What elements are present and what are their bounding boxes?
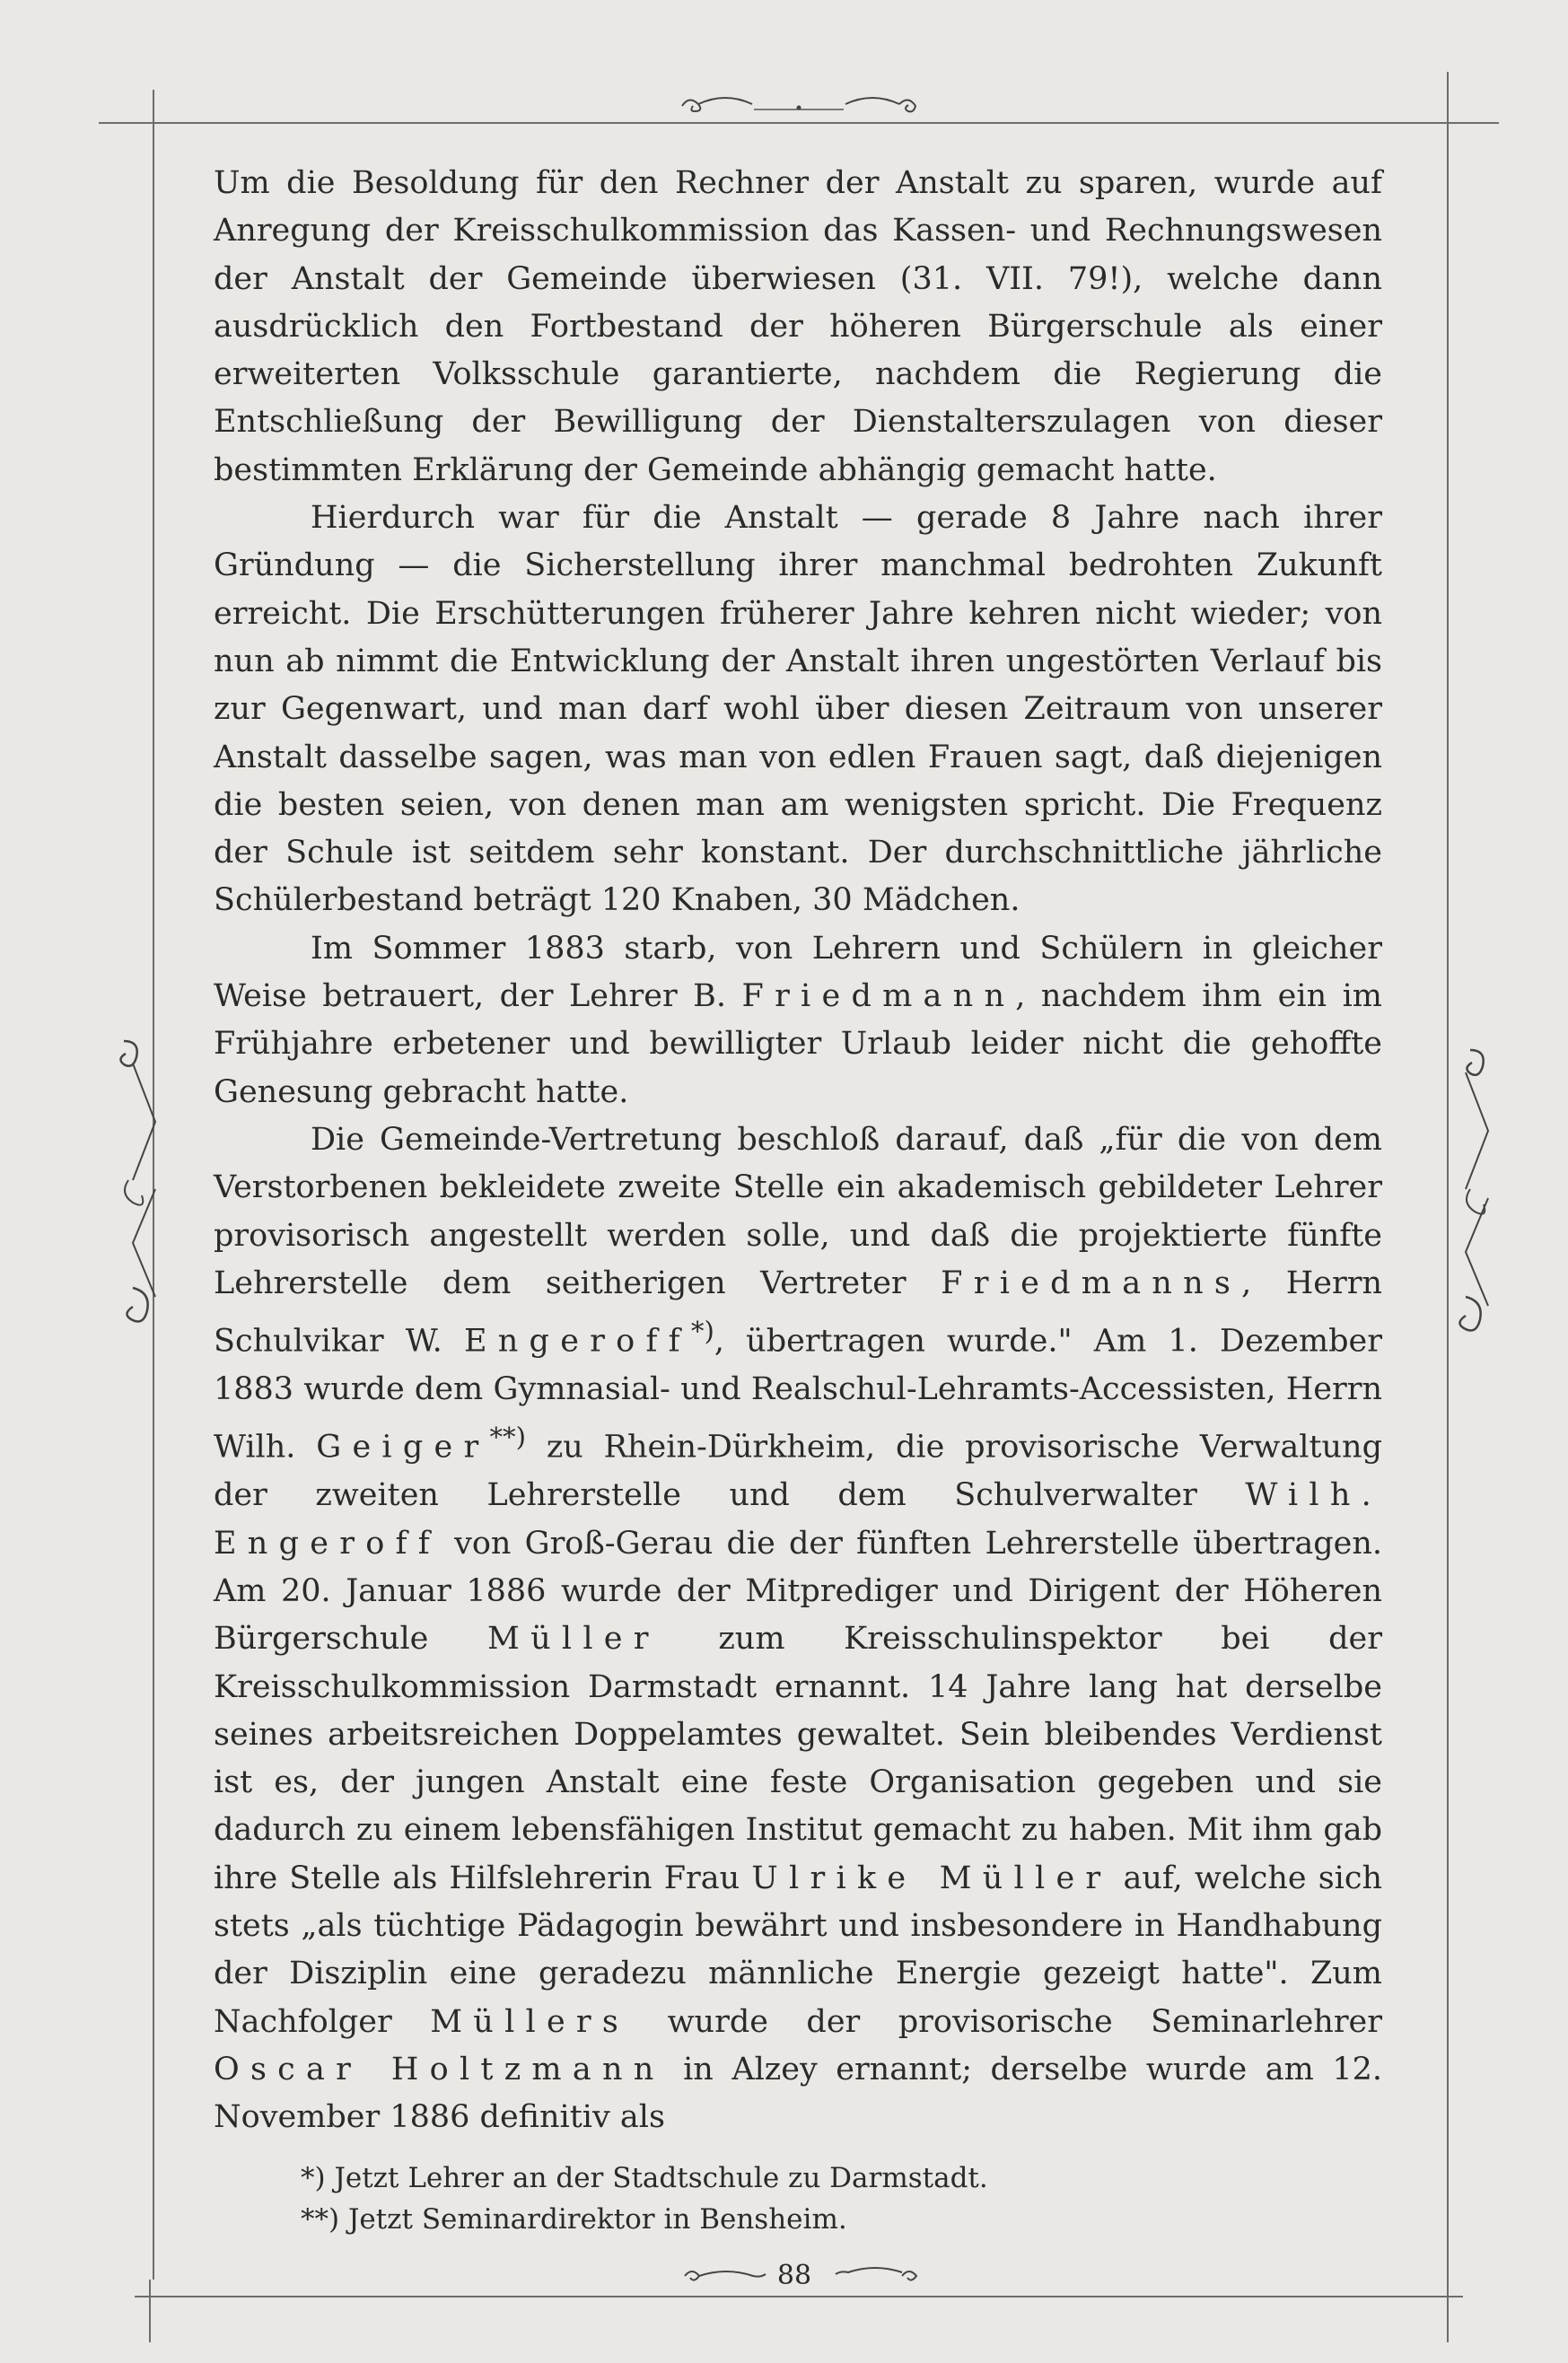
text-run: von Groß-Gerau die der fünften Lehrerstelle übertragen. Am 20. Januar 1886 wurde der Mitprediger und Dirigent der Höheren Bürgerschule (214, 1525, 1382, 1658)
footnote: **) Jetzt Seminardirektor in Bensheim. (301, 2203, 847, 2236)
left-scroll-ornament-icon (106, 1037, 169, 1333)
footnote-mark: **) (489, 1422, 526, 1453)
spaced-name: Wilh. (1245, 1477, 1382, 1514)
text-run: zu Rhein-Dürkheim, die provisorische Verwaltung der zweiten Lehrerstelle und dem Schulverwalter (214, 1430, 1382, 1514)
spaced-name: Geiger (316, 1430, 490, 1466)
bottom-right-scroll-ornament-icon (831, 2263, 921, 2289)
text-run: in Alzey ernannt; derselbe wurde am 12. November 1886 definitiv als (214, 2051, 1382, 2136)
spaced-name: Müller (487, 1621, 660, 1658)
footnote-mark: *) (690, 1316, 714, 1347)
top-scroll-ornament-icon (678, 86, 920, 122)
footnotes (301, 2157, 1288, 2240)
text-run: Im Sommer 1883 starb, von Lehrern und Schülern in gleicher Weise betrauert, der Lehrer B. (214, 930, 1382, 1015)
text-run: , übertragen wurde." Am 1. Dezember 1883 wurde dem Gymnasial- und Realschul-Lehramts-Accessisten, Herrn Wilh. (214, 1323, 1382, 1466)
spaced-name: Oscar Holtzmann (214, 2051, 665, 2087)
bottom-border-rule (135, 2296, 1463, 2297)
right-border-rule-lower (1447, 2280, 1449, 2342)
paragraph: Hierdurch war für die Anstalt — gerade 8 Jahre nach ihrer Gründung — die Sicherstellung ihrer manchmal bedrohten Zukunft erreicht. Die Erschütterungen früherer Jahre kehren nicht wieder; von nun ab nimmt die Entwicklung der Anstalt ihren ungestörten Verlauf bis zur Gegenwart, und man darf wohl über diesen Zeitraum von unserer Anstalt dasselbe sagen, was man von edlen Frauen sagt, daß diejenigen die besten seien, von denen man am wenigsten spricht. Die Frequenz der Schule ist seitdem sehr konstant. Der durchschnittliche jährliche Schülerbestand beträgt 120 Knaben, 30 Mädchen. (214, 500, 1382, 919)
spaced-name: Ulrike Müller (751, 1860, 1112, 1896)
text-run: , Herrn Schulvikar W. (214, 1265, 1382, 1360)
spaced-name: Friedmanns (941, 1265, 1242, 1301)
body-text (214, 160, 1382, 2141)
paragraph: Um die Besoldung für den Rechner der Anstalt zu sparen, wurde auf Anregung der Kreisschulkommission das Kassen- und Rechnungswesen der Anstalt der Gemeinde überwiesen (31. VII. 79!), welche dann ausdrücklich den Fortbestand der höheren Bürgerschule als einer erweiterten Volksschule garantierte, nachdem die Regierung die Entschließung der Bewilligung der Dienstalterszulagen von dieser bestimmten Erklärung der Gemeinde abhängig gemacht hatte. (214, 165, 1382, 488)
top-border-rule (99, 122, 1499, 124)
bottom-left-scroll-ornament-icon (680, 2263, 770, 2289)
text-run: wurde der provisorische Seminarlehrer (629, 2003, 1382, 2040)
spaced-name: Müllers (430, 2003, 630, 2040)
spaced-name: Engeroff (214, 1525, 441, 1562)
spaced-name: Friedmann (741, 978, 1016, 1015)
paragraph (214, 925, 1382, 1116)
text-run: auf, welche sich stets „als tüchtige Pädagogin bewährt und insbesondere in Handhabung der Disziplin eine geradezu männliche Energie gezeigt hatte". Zum Nachfolger (214, 1860, 1383, 2040)
paragraph (214, 1116, 1382, 2142)
page-number: 88 (776, 2260, 812, 2291)
text-run: Die Gemeinde-Vertretung beschloß darauf, daß „für die von dem Verstorbenen bekleidete zweite Stelle ein akademisch gebildeter Lehrer provisorisch angestellt werden solle, und daß die projektierte fünfte Lehrerstelle dem seitherigen Vertreter (214, 1121, 1382, 1301)
spaced-name: Engeroff (463, 1323, 691, 1360)
text-run: zum Kreisschulinspektor bei der Kreisschulkommission Darmstadt ernannt. 14 Jahre lang hat derselbe seines arbeitsreichen Doppelamtes gewaltet. Sein bleibendes Verdienst ist es, der jungen Anstalt eine feste Organisation gegeben und sie dadurch zu einem lebensfähigen Institut gemacht zu haben. Mit ihm gab ihre Stelle als Hilfslehrerin Frau (214, 1621, 1382, 1896)
footnote: *) Jetzt Lehrer an der Stadtschule zu Darmstadt. (301, 2162, 988, 2194)
text-run: , nachdem ihm ein im Frühjahre erbetener und bewilligter Urlaub leider nicht die gehoffte Genesung gebracht hatte. (214, 978, 1382, 1110)
right-scroll-ornament-icon (1443, 1046, 1506, 1342)
left-border-rule-lower (149, 2280, 151, 2342)
